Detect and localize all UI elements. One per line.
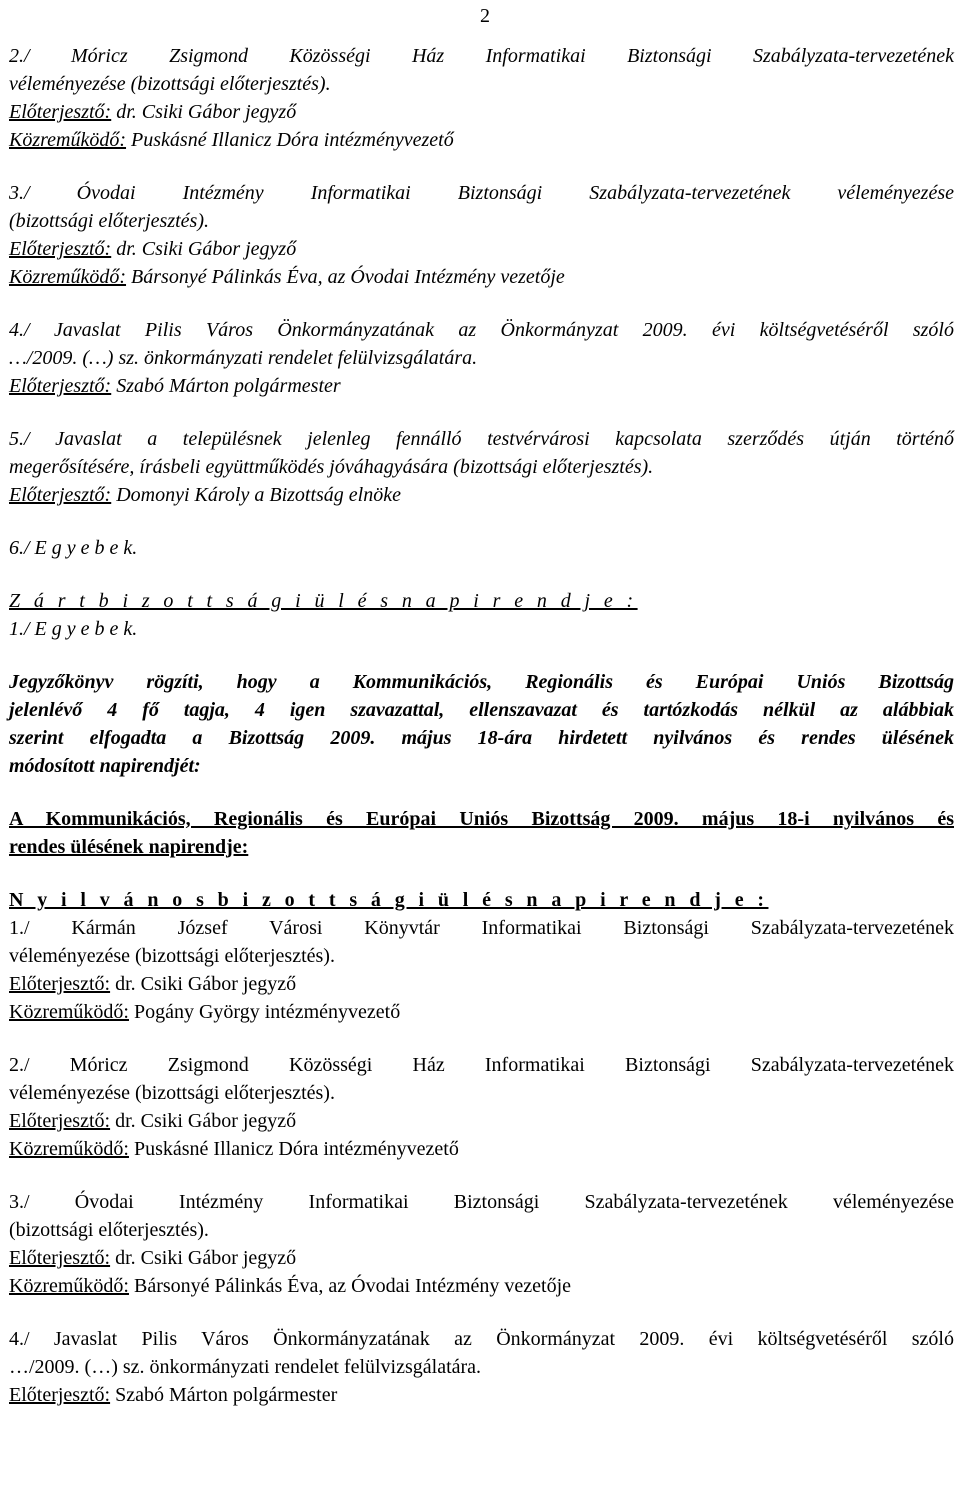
agenda-item-line: …/2009. (…) sz. önkormányzati rendelet felülvizsgálatára. [9, 347, 478, 369]
agenda-item-6-italic: 6./ E g y e b e k. [9, 537, 138, 559]
presenter-label: Előterjesztő: [9, 1247, 111, 1269]
presenter-name: dr. Csiki Gábor jegyző [111, 238, 297, 260]
agenda-item-line: 2./ Móricz Zsigmond Közösségi Ház Informatikai Biztonsági Szabályzata-tervezetének [9, 45, 954, 67]
agenda-item-line: véleményezése (bizottsági előterjesztés). [9, 73, 331, 95]
closed-session-item-1: 1./ E g y e b e k. [9, 618, 138, 640]
cooperator-line [9, 263, 954, 291]
agenda-item-line: véleményezése (bizottsági előterjesztés). [9, 1082, 335, 1104]
record-line: jelenlévő 4 fő tagja, 4 igen szavazattal, ellenszavazat és tartózkodás nélkül az alábbiak [9, 699, 954, 721]
agenda-item-line: 2./ Móricz Zsigmond Közösségi Ház Informatikai Biztonsági Szabályzata-tervezetének [9, 1054, 954, 1076]
presenter-label: Előterjesztő: [9, 238, 112, 260]
presenter-name: dr. Csiki Gábor jegyző [110, 1247, 297, 1269]
presenter-label: Előterjesztő: [9, 375, 112, 397]
presenter-label: Előterjesztő: [9, 484, 112, 506]
presenter-line [9, 1244, 954, 1272]
open-agenda-item-3 [9, 1188, 954, 1300]
document-body [9, 42, 954, 1409]
cooperator-name: Puskásné Illanicz Dóra intézményvezető [128, 1138, 459, 1160]
presenter-line [9, 372, 954, 400]
cooperator-label: Közreműködő: [9, 129, 127, 151]
closed-session-heading: Z á r t b i z o t t s á g i ü l é s n a p i r e n d j e : [9, 590, 638, 612]
presenter-label: Előterjesztő: [9, 1384, 111, 1406]
cooperator-label: Közreműködő: [9, 266, 127, 288]
agenda-item-line: 4./ Javaslat Pilis Város Önkormányzatának az Önkormányzat 2009. évi költségvetéséről szóló [9, 1328, 954, 1350]
cooperator-label: Közreműködő: [9, 1001, 129, 1023]
agenda-item-4-italic [9, 316, 954, 400]
agenda-item-line: 3./ Óvodai Intézmény Informatikai Biztonsági Szabályzata-tervezetének véleményezése [9, 1191, 954, 1213]
cooperator-label: Közreműködő: [9, 1275, 129, 1297]
agenda-item-line: véleményezése (bizottsági előterjesztés). [9, 945, 335, 967]
presenter-line [9, 1107, 954, 1135]
presenter-line [9, 1381, 954, 1409]
presenter-name: Szabó Márton polgármester [111, 375, 341, 397]
cooperator-name: Puskásné Illanicz Dóra intézményvezető [126, 129, 454, 151]
presenter-label: Előterjesztő: [9, 1110, 111, 1132]
presenter-line [9, 235, 954, 263]
agenda-item-line: (bizottsági előterjesztés). [9, 210, 209, 232]
record-line: módosított napirendjét: [9, 755, 201, 777]
agenda-item-line: 1./ Kármán József Városi Könyvtár Informatikai Biztonsági Szabályzata-tervezetének [9, 917, 954, 939]
presenter-name: dr. Csiki Gábor jegyző [110, 1110, 297, 1132]
cooperator-name: Pogány György intézményvezető [128, 1001, 401, 1023]
agenda-title-line: A Kommunikációs, Regionális és Európai Uniós Bizottság 2009. május 18-i nyilvános és [9, 808, 954, 830]
presenter-line [9, 98, 954, 126]
agenda-title [9, 805, 954, 861]
agenda-item-line: 5./ Javaslat a településnek jelenleg fennálló testvérvárosi kapcsolata szerződés útján történő [9, 428, 954, 450]
agenda-item-line: megerősítésére, írásbeli együttműködés jóváhagyására (bizottsági előterjesztés). [9, 456, 654, 478]
cooperator-label: Közreműködő: [9, 1138, 129, 1160]
agenda-item-2-italic [9, 42, 954, 154]
presenter-line [9, 481, 954, 509]
page-number: 2 [480, 5, 490, 27]
presenter-name: dr. Csiki Gábor jegyző [111, 101, 297, 123]
cooperator-line [9, 1272, 954, 1300]
record-line: szerint elfogadta a Bizottság 2009. május 18-ára hirdetett nyilvános és rendes ülésének [9, 727, 954, 749]
presenter-name: Szabó Márton polgármester [110, 1384, 338, 1406]
cooperator-name: Bársonyé Pálinkás Éva, az Óvodai Intézmény vezetője [126, 266, 565, 288]
cooperator-line [9, 1135, 954, 1163]
record-paragraph [9, 668, 954, 780]
presenter-line [9, 970, 954, 998]
agenda-item-line: 3./ Óvodai Intézmény Informatikai Biztonsági Szabályzata-tervezetének véleményezése [9, 182, 954, 204]
open-agenda-item-1 [9, 914, 954, 1026]
agenda-item-line: …/2009. (…) sz. önkormányzati rendelet felülvizsgálatára. [9, 1356, 482, 1378]
presenter-label: Előterjesztő: [9, 101, 112, 123]
cooperator-line [9, 998, 954, 1026]
agenda-item-line: 4./ Javaslat Pilis Város Önkormányzatának az Önkormányzat 2009. évi költségvetéséről szóló [9, 319, 954, 341]
agenda-title-line: rendes ülésének napirendje: [9, 836, 249, 858]
open-agenda-item-4 [9, 1325, 954, 1409]
record-line: Jegyzőkönyv rögzíti, hogy a Kommunikációs, Regionális és Európai Uniós Bizottság [9, 671, 954, 693]
presenter-name: Domonyi Károly a Bizottság elnöke [111, 484, 401, 506]
agenda-item-5-italic [9, 425, 954, 509]
presenter-label: Előterjesztő: [9, 973, 111, 995]
open-agenda-item-2 [9, 1051, 954, 1163]
presenter-name: dr. Csiki Gábor jegyző [110, 973, 297, 995]
agenda-item-line: (bizottsági előterjesztés). [9, 1219, 209, 1241]
cooperator-name: Bársonyé Pálinkás Éva, az Óvodai Intézmény vezetője [128, 1275, 572, 1297]
open-session-heading: N y i l v á n o s b i z o t t s á g i ü l é s n a p i r e n d j e : [9, 889, 769, 911]
cooperator-line [9, 126, 954, 154]
agenda-item-3-italic [9, 179, 954, 291]
